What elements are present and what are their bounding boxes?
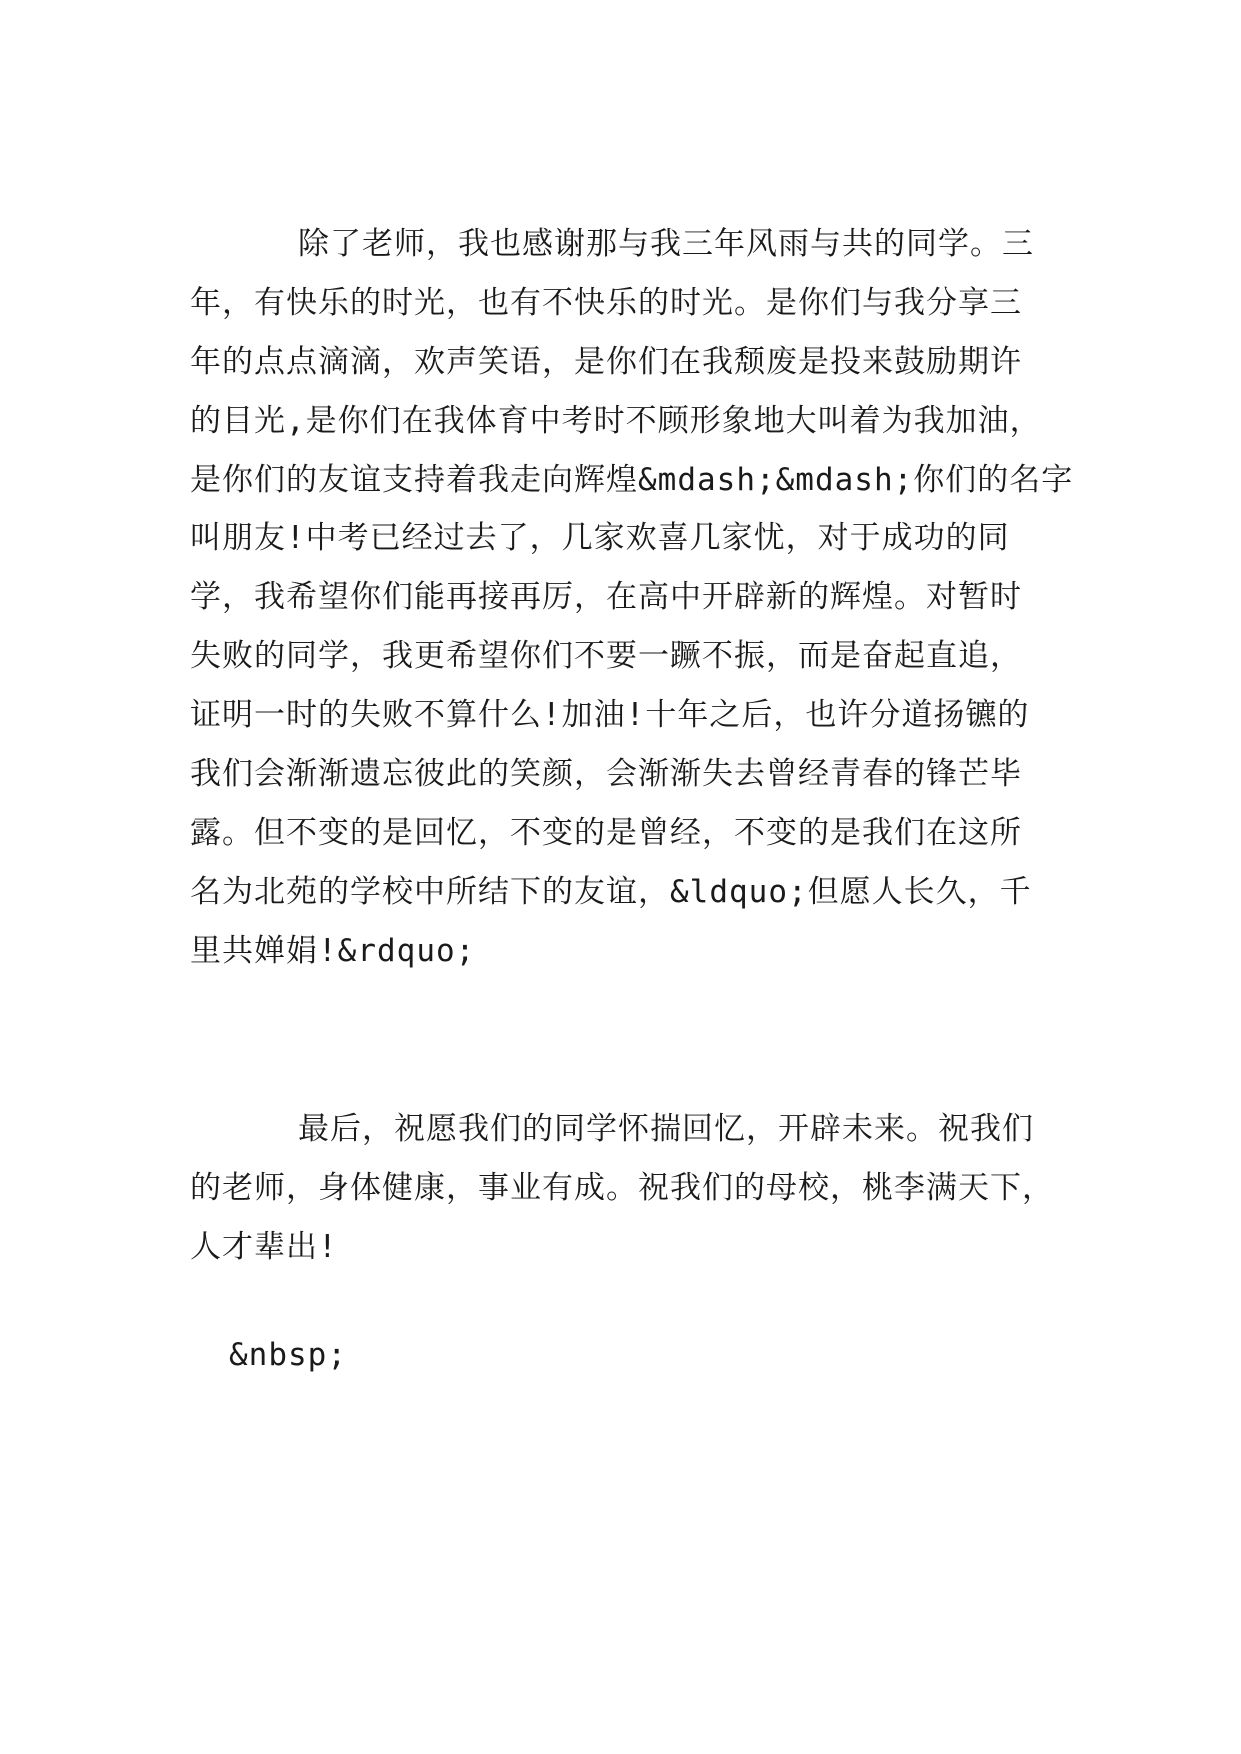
paragraph-line: 叫朋友!中考已经过去了，几家欢喜几家忧，对于成功的同 — [190, 520, 1010, 556]
paragraph-line: 年，有快乐的时光，也有不快乐的时光。是你们与我分享三 — [190, 285, 1022, 321]
paragraph-line: 学，我希望你们能再接再厉，在高中开辟新的辉煌。对暂时 — [190, 579, 1022, 615]
paragraph-line: 我们会渐渐遗忘彼此的笑颜，会渐渐失去曾经青春的锋芒毕 — [190, 756, 1022, 792]
paragraph-line: 人才辈出! — [190, 1229, 338, 1265]
paragraph-line: 年的点点滴滴，欢声笑语，是你们在我颓废是投来鼓励期许 — [190, 344, 1022, 380]
paragraph-line: 的老师，身体健康，事业有成。祝我们的母校，桃李满天下， — [190, 1170, 1054, 1206]
paragraph-line: 最后，祝愿我们的同学怀揣回忆，开辟未来。祝我们 — [298, 1111, 1034, 1147]
paragraph-line: 的目光,是你们在我体育中考时不顾形象地大叫着为我加油， — [190, 403, 1042, 439]
paragraph-line: 是你们的友谊支持着我走向辉煌&mdash;&mdash;你们的名字 — [190, 462, 1074, 498]
paragraph-line: 里共婵娟!&rdquo; — [190, 933, 476, 969]
trailing-text: &nbsp; — [229, 1337, 347, 1373]
paragraph-line: 露。但不变的是回忆，不变的是曾经，不变的是我们在这所 — [190, 815, 1022, 851]
paragraph-line: 证明一时的失败不算什么!加油!十年之后，也许分道扬镳的 — [190, 697, 1030, 733]
paragraph-line: 除了老师，我也感谢那与我三年风雨与共的同学。三 — [298, 226, 1034, 262]
paragraph-line: 名为北苑的学校中所结下的友谊，&ldquo;但愿人长久，千 — [190, 874, 1032, 910]
paragraph-line: 失败的同学，我更希望你们不要一蹶不振，而是奋起直追， — [190, 638, 1022, 674]
